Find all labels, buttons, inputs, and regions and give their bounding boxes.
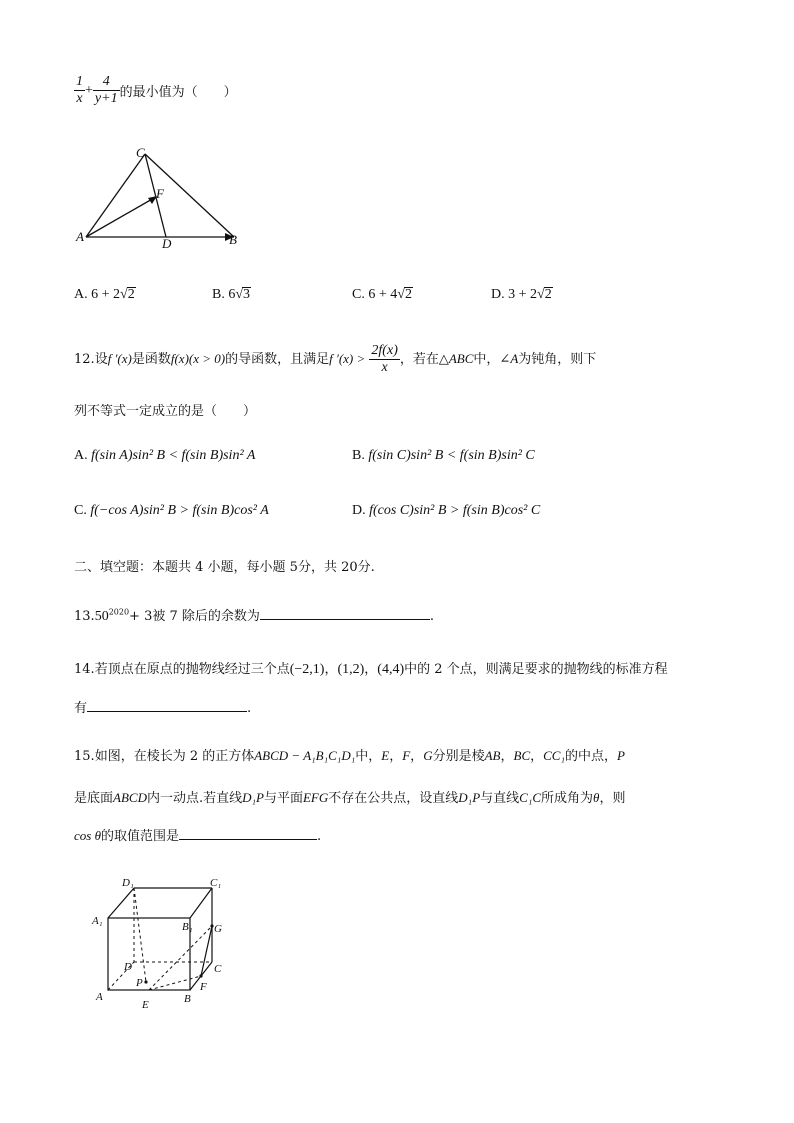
q11-label-a: A <box>76 229 84 244</box>
cube-label-d1: D₁ <box>122 877 134 889</box>
q13: $13.50^{2020}+ 3$被 7 除后的余数为 . <box>74 607 435 624</box>
q14-line2: 有 . <box>74 701 252 716</box>
q14-answer-blank[interactable] <box>87 699 247 712</box>
q12-line2: 列不等式一定成立的是（ ） <box>74 404 257 419</box>
cube-label-c: C <box>214 963 222 975</box>
q11-option-d: D. 3 + 2√2 <box>491 287 552 302</box>
q11-frac1: $\frac{1}{x}$ <box>76 74 83 106</box>
q11-figure <box>74 140 254 250</box>
q15-line3: cos θ的取值范围是 . <box>74 828 322 844</box>
q11-option-a: A. 6 + 2√2 <box>74 287 135 302</box>
cube-label-g: G <box>214 923 222 935</box>
q15-figure <box>86 874 236 1014</box>
cube-label-b1: B₁ <box>182 921 193 933</box>
q11-option-c: C. 6 + 4√2 <box>352 287 412 302</box>
q11-stem-text: 的最小值为（ ） <box>119 85 237 100</box>
q15-line2: 是底面ABCD内一动点.若直线D₁P与平面EFG不存在公共点，设直线D₁P与直线C₁C所成角为θ，则 <box>74 790 626 806</box>
q12-option-d: D. f(cos C)sin² B > f(sin B)cos² C <box>352 503 541 518</box>
q12-option-c: C. f(−cos A)sin² B > f(sin B)cos² A <box>74 503 269 518</box>
cube-label-e: E <box>142 999 149 1011</box>
section-heading: 二、填空题：本题共 4 小题，每小题 5分，共 20分. <box>74 560 375 575</box>
q11-frac2: $\frac{4}{y+1}$ <box>94 74 118 106</box>
q11-label-d: D <box>162 236 172 250</box>
q15-answer-blank[interactable] <box>179 827 317 840</box>
cube-label-f: F <box>200 981 207 993</box>
q12-option-a: A. f(sin A)sin² B < f(sin B)sin² A <box>74 448 256 463</box>
q11-stem: $\frac{1}{x}$ + $\frac{4}{y+1}$ 的最小值为（ ） <box>76 74 237 106</box>
q11-label-b: B <box>229 232 237 247</box>
q12-frac: $\frac{2f(x)}{x}$ <box>371 343 398 375</box>
cube-label-c1: C₁ <box>210 877 222 889</box>
cube-label-d: D <box>124 961 132 973</box>
q12-option-b: B. f(sin C)sin² B < f(sin B)sin² C <box>352 448 535 463</box>
cube-label-a1: A₁ <box>92 915 103 927</box>
cube-label-p: P <box>136 977 143 989</box>
q14-line1: 14.若顶点在原点的抛物线经过三个点(−2,1)，(1,2)，(4,4)中的 2 个点，则满足要求的抛物线的标准方程 <box>74 662 668 677</box>
q15-line1: 15.如图，在棱长为 2 的正方体ABCD − A₁B₁C₁D₁中，E，F，G分别是棱AB，BC，CC₁的中点，P <box>74 748 625 764</box>
q11-label-c: C <box>136 145 145 160</box>
cube-label-b: B <box>184 993 191 1005</box>
cube-label-a: A <box>96 991 103 1003</box>
q12-stem: 12.设f ′(x)是函数f(x)(x > 0)的导函数，且满足f ′(x) > $\frac{2f(x)}{x}$ ，若在△ABC中，∠A为钝角，则下 <box>74 343 597 375</box>
q11-option-b: B. 6√3 <box>212 287 251 302</box>
q13-answer-blank[interactable] <box>260 607 430 620</box>
q11-label-f: F <box>156 186 164 201</box>
